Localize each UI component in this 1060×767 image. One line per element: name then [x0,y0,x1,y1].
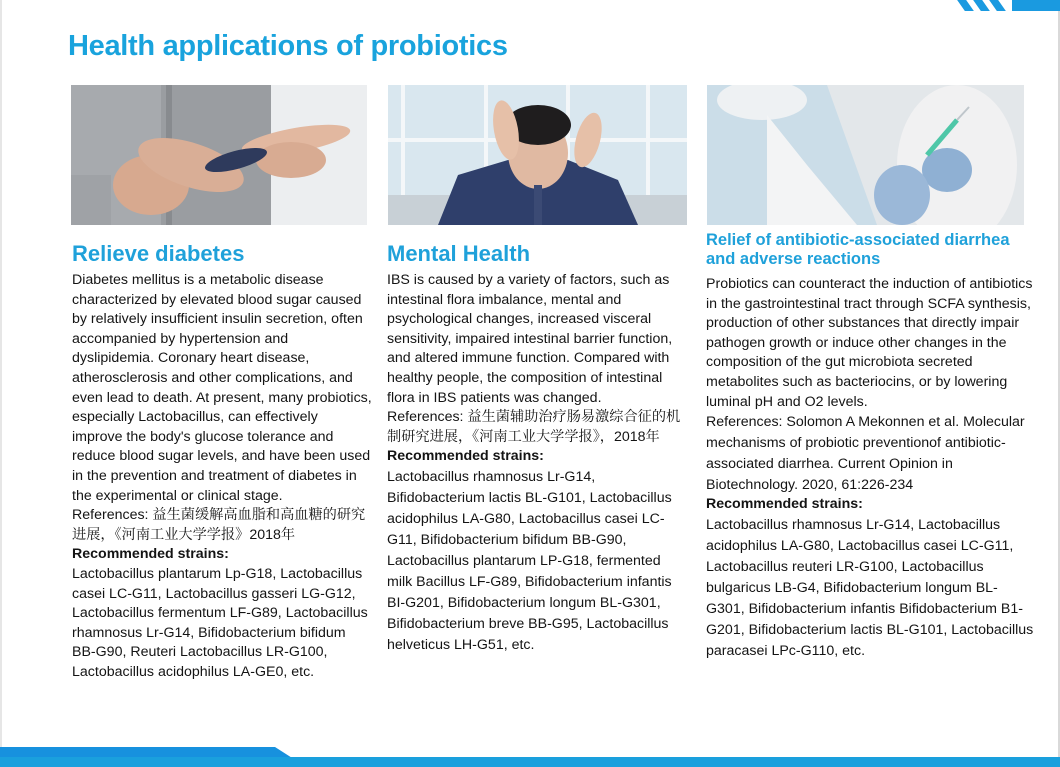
recommended-strains-list: Lactobacillus plantarum Lp-G18, Lactobacillus casei LC-G11, Lactobacillus gasseri LG-G12, Lactobacillus fermentum LF-G89, Lactobacillus rhamnosus Lr-G14, Bifidobacterium bifidum BB-G90, Reuteri Lactobacillus LR-G100, Lactobacillus acidophilus LA-GE0, etc. [72,565,368,680]
column-heading: Relieve diabetes [72,241,245,266]
column-body: Probiotics can counteract the induction of antibiotics in the gastrointestinal tract through SCFA synthesis, production of other substances that directly impair pathogen growth or induce other changes in the composition of the gut microbiota secreted metabolites such as bacteriocins, or by lowering luminal pH and O2 levels. [706,276,1033,410]
recommended-strains-list: Lactobacillus rhamnosus Lr-G14, Lactobacillus acidophilus LA-G80, Lactobacillus casei LC-G11, Lactobacillus reuteri LR-G100, Lactobacillus bulgaricus LB-G4, Bifidobacterium longum BL-G301, Bifidobacterium infantis Bifidobacterium B1-G201, Bifidobacterium lactis BL-G101, Lactobacillus paracasei LPc-G110, etc. [706,516,1034,659]
column-references: References: Solomon A Mekonnen et al. Molecular mechanisms of probiotic preventionof antibiotic-associated diarrhea. Current Opinion in Biotechnology. 2020, 61:226-234 [706,414,1025,493]
column-heading: Relief of antibiotic-associated diarrhea and adverse reactions [706,231,1010,268]
recommended-strains-label: Recommended strains: [72,546,229,563]
column-body: Diabetes mellitus is a metabolic disease characterized by elevated blood sugar caused by relatively insufficient insulin secretion, often accompanied by hypertension and dyslipidemia. Coronary heart disease, atherosclerosis and other complications, and even lead to death. At present, many probiotics, especially Lactobacillus, can effectively improve the body's glucose tolerance and reduce blood sugar levels, and have been used in the prevention and treatment of diabetes in the experimental or clinical stage. [72,272,372,504]
stressed-man-photo-icon [388,85,687,225]
page-left-edge [0,0,2,767]
column-body: IBS is caused by a variety of factors, such as intestinal flora imbalance, mental and psychological changes, increased visceral sensitivity, impaired intestinal barrier function, and altered immune function. Compared with healthy people, the composition of intestinal flora in IBS patients was changed. [387,272,673,406]
column-mental-health [387,241,685,656]
column-antibiotic-diarrhea [706,231,1036,662]
column-references: References: 益生菌辅助治疗肠易激综合征的机制研究进展，《河南工业大学学报》，2018年 [387,409,681,445]
page-title: Health applications of probiotics [68,30,508,62]
stressed-man-photo [388,85,687,225]
footer-band-decoration [0,757,1060,767]
corner-stripe-decoration [950,0,1060,11]
column-relieve-diabetes [72,241,372,682]
blood-glucose-photo-icon [71,85,367,225]
recommended-strains-label: Recommended strains: [387,448,544,465]
syringe-photo-icon [707,85,1024,225]
column-references: References: 益生菌缓解高血脂和高血糖的研究进展，《河南工业大学学报》2018年 [72,507,366,543]
column-heading: Mental Health [387,241,531,266]
syringe-photo [707,85,1024,225]
recommended-strains-label: Recommended strains: [706,496,863,513]
blood-glucose-photo [71,85,367,225]
recommended-strains-list: Lactobacillus rhamnosus Lr-G14, Bifidobacterium lactis BL-G101, Lactobacillus acidophilus LA-G80, Lactobacillus casei LC-G11, Bifidobacterium bifidum BB-G90, Lactobacillus plantarum LP-G18, fermented milk Bacillus LF-G89, Bifidobacterium infantis BI-G201, Bifidobacterium longum BL-G301, Bifidobacterium breve BB-G95, Lactobacillus helveticus LH-G51, etc. [387,468,672,653]
